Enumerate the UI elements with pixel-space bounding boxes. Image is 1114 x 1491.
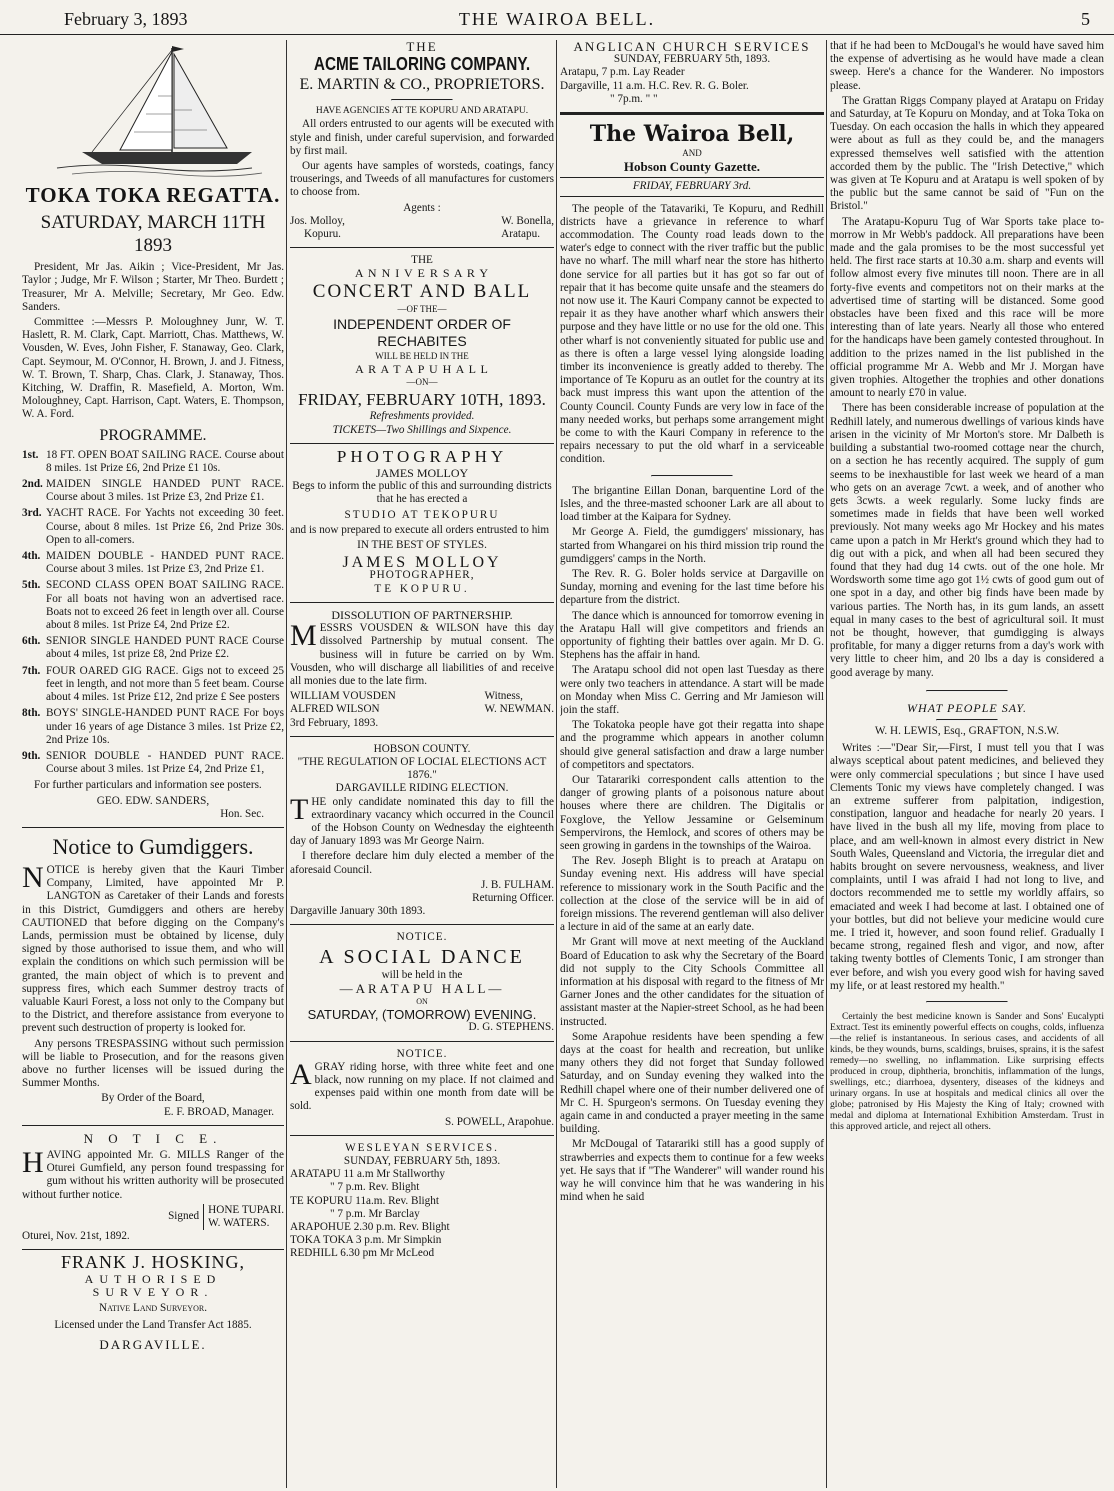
news-paragraph: The Tokatoka people have got their regatta into shape and the programme which appears in another column should give general satisfaction and draw a large number of competitors and spectators. [560,719,824,771]
paper-title: The Wairoa Bell, [589,121,795,148]
programme-text: MAIDEN DOUBLE - HANDED PUNT RACE. Course about 3 miles. 1st Prize £3, 2nd Prize £1. [46,550,284,576]
regatta-committee: Committee :—Messrs P. Moloughney Junr, W. T. Haslett, R. M. Clark, Capt. Marriott, Chas. Matthews, W. Vousden, W. Eves, John Fisher, F. Stanaway, Geo. Clark, Capt. Seymour, M. O'Connor, H. Brown, J. and J. Fitness, W. T. Brown, T. Sharp, Chas. Clark, J. Stanaway, Thos. Kitching, W. Draffin, R. Masefield, A. Morton, Wm. Moloughney, Capt. Harrison, Capt. Waters, E. Thompson, W. A. Ford. [22,316,284,421]
notice-heading: N O T I C E. [83,1130,223,1146]
news-paragraph: The dance which is announced for tomorrow evening in the Aratapu Hall will give competitors and friends an opportunity of fighting their battles over again. Mr D. G. Stephens has the affair in hand. [560,609,824,662]
column-4 [830,40,1104,1488]
drop-cap: T [290,792,309,826]
gumdiggers-by-order: By Order of the Board, [101,1092,205,1105]
drop-cap: H [22,1145,44,1179]
hobson-subheading: DARGAVILLE RIDING ELECTION. [335,782,509,795]
photo-studio: STUDIO AT TEKOPURU [344,508,500,521]
horse-signature: S. POWELL, Arapohue. [444,1115,554,1128]
wesleyan-line: " 7 p.m. Rev. Blight [330,1181,420,1194]
drop-cap: A [290,1057,312,1091]
dissolution-partners [290,690,396,716]
regatta-officers: President, Mr Jas. Aikin ; Vice-President, Mr Jas. Taylor ; Judge, Mr F. Wilson ; Starter, Mr Theo. Burdett ; Treasurer, Mr A. Melville; Secretary, Mr Geo. Edw. Sanders. [22,261,284,313]
news-paragraph: The Aratapu-Kopuru Tug of War Sports take place to-morrow in Mr Webb's paddock. All preparations have been made and the gala promises to be the most successful yet held. The first race starts at 10.30 a.m. sharp and events will follow almost every five minutes till noon. There are in all forty-five events and competitors not on their marks at the advertised time of starting will be distanced. Some good obstacles have been fixed and this race will be more interesting than of late years. Nearly all those who entered for the handicaps have been gamely contested throughout. In addition to the prizes named in the list published in the official programme Mr A. Webb and Mr J. Morgan have given trophies. Altogether the trophies and other donations amount to nearly £70 in value. [830,215,1104,400]
news-paragraph: Our Tatarariki correspondent calls attention to the danger of growing plants of a poisonous nature about houses where there are children. The Digitalis or Foxglove, the Yellow Jessamine or Gelseminum Sempervirons, the Hemlock, and scores of others may be seen growing in gardens in the townships of the Wairoa. [560,773,824,852]
what-people-say-body: Writes :—"Dear Sir,—First, I must tell you that I was always sceptical about patent medicines, and believed they were only commercial speculations ; but since I have used Clements Tonic my views have completely changed. I was an extreme sufferer from palpitation, indigestion, constipation, languor and headache for nearly 20 years. I have lived in the bush all my life, moving from place to place, and am well-known in almost every district in New South Wales, Queensland and Victoria, the irregular diet and habits brought on severe nervousness, weakness, and liver complaints, until I was afraid I had not long to live, and doctors recommended me to settle my worldly affairs, so emaciated and week I had become at last. I obtained one of your bottles, but did not believe your medicine would cure me. I tried it, however, and soon found relief. Gradually I became strong, regained flesh and vigor, and now, after taking twenty bottles of Clements Tonic, I am stronger than ever before, and wish you every good wish for having saved my life, or at least restored my health." [830,742,1104,992]
regatta-date: SATURDAY, MARCH 11TH 1893 [40,212,266,257]
programme-item [22,478,284,504]
social-hall: —ARATAPU HALL— [339,980,505,996]
wesleyan-line: ARAPOHUE 2.30 p.m. Rev. Blight [290,1221,450,1234]
concert-anniversary: A N N I V E R S A R Y [354,266,490,281]
divider [290,1041,554,1042]
hosking-title: AUTHORISED SURVEYOR. [84,1271,222,1299]
divider [560,196,824,197]
hobson-regulation: "THE REGULATION OF LOCIAL ELECTIONS ACT 1876." [297,755,547,782]
wesleyan-line: TE KOPURU 11a.m. Rev. Blight [290,1194,439,1207]
wesleyan-heading: WESLEYAN SERVICES. [345,1141,499,1154]
acme-the: THE [406,40,438,54]
anglican-line: Aratapu, 7 p.m. Lay Reader [560,66,685,79]
programme-text: BOYS' SINGLE-HANDED PUNT RACE For boys under 16 years of age Distance 3 miles. 1st Prize £2, 2nd Prize 10s. [46,707,284,746]
social-dance-title: A SOCIAL DANCE [319,945,525,968]
photo-name: JAMES MOLLOY [375,466,469,481]
programme-item [22,750,284,776]
photo-prepared: and is now prepared to execute all orders entrusted to him [290,523,550,536]
concert-tickets: TICKETS—Two Shillings and Sixpence. [332,423,512,436]
programme-number: 2nd. [22,478,43,491]
signature-tupari: HONE TUPARI. [208,1203,284,1216]
dissolution-sig-vousden: WILLIAM VOUSDEN [290,690,396,703]
news-paragraph: There has been considerable increase of population at the Redhill lately, and numerous dwellings of various kinds have arisen in the vicinity of Mr Morton's store. Mr Dalbeth is building a substantial two-roomed cottage near the church, on a section he has recently acquired. The supply of gum seems to be inexhaustible for last week we heard of a man who gets on an average 7cwt. a week, and of another who gets 3cwts. a week regularly. Some lucky finds are sometimes made in fields that have been well worked previously. Not many weeks ago Mr Hockey and his mates came upon a patch in Mr Herkt's ground which they had to dig out with a pick, and when all had been secured they found that they had dug 14 cwts. out of the one hole. Mr Wordsworth some time ago got 1½ cwts of good gum out of one spot in a day, and other big finds have been made by various parties. The North has, in its gum lands, an assett equal in many cases to the best of agricultural soil. It must not be thought, however, that gumdigging is always profitable, for many a digger returns from a day's work with very little to cheer him, and 20 lbs a day is considered a good average by many. [830,402,1104,679]
column-2 [290,40,554,1488]
acme-agent-molloy-place: Kopuru. [304,228,341,241]
gumdiggers-trespass: Any persons TRESPASSING without such permission will be liable to Prosecution, and for the reasons given above no further licenses will be issued during the Summer Months. [22,1037,284,1090]
divider [290,443,554,444]
regatta-secretary: GEO. EDW. SANDERS, [96,794,210,807]
acme-agents [290,215,554,228]
divider [926,690,1008,692]
programme-text: SENIOR DOUBLE - HANDED PUNT RACE. Course about 3 miles. 1st Prize £4, 2nd Prize £1, [46,749,284,776]
dissolution-sig-wilson: ALFRED WILSON [290,703,380,716]
divider [290,1135,554,1136]
divider [290,247,554,248]
hobson-date: Dargaville January 30th 1893. [290,905,426,918]
programme-text: MAIDEN SINGLE HANDED PUNT RACE. Course about 3 miles. 1st Prize £3, 2nd Prize £1. [46,478,284,504]
programme-number: 4th. [22,550,41,563]
dissolution-date: 3rd February, 1893. [290,716,379,729]
notice-signatures [22,1204,284,1230]
wesleyan-line: REDHILL 6.30 pm Mr McLeod [290,1247,435,1260]
programme-item [22,507,284,547]
hosking-name: FRANK J. HOSKING, [60,1252,246,1273]
issue-date: February 3, 1893 [64,9,188,29]
social-date: SATURDAY, (TOMORROW) EVENING. [307,1007,537,1023]
acme-agent-bonella-place: Aratapu. [501,228,540,241]
news-paragraph: Some Arapohue residents have been spending a few days at the coast for health and recreation, but unlike many others they did not forget that Sunday followed Saturday, and on Sunday evening they walked into the Redhill chapel where one of their number delivered one of Mr C. H. Spurgeon's sermons. On Tuesday evening they again came in and conducted a prayer meeting in the same building. [560,1030,824,1136]
divider [290,736,554,737]
divider [22,1125,284,1126]
news-paragraph: The brigantine Eillan Donan, barquentine Lord of the Isles, and the three-masted schooner Lark are all about to load timber at the Kaipara for Sydney. [560,484,824,524]
programme-text: YACHT RACE. For Yachts not exceeding 30 feet. Course, about 8 miles. 1st Prize £6, 2nd Prize 30s. Open to all-comers. [46,507,284,546]
dissolution-witness: Witness, [484,690,523,703]
concert-the: THE [411,254,433,267]
hobson-heading: HOBSON COUNTY. [373,742,471,755]
divider [651,475,733,477]
news-paragraph: Mr McDougal of Tatarariki still has a good supply of strawberries and expects them to continue for a few weeks yet. He says that if "The Wanderer" will wander round his way he will convince him that he was wandering in his mind when he said [560,1138,824,1204]
dissolution-signatures [290,690,554,716]
masthead [0,0,1114,35]
hosking-subtitle: Native Land Surveyor. [99,1302,207,1315]
concert-on: —ON— [406,377,438,388]
programme-item [22,707,284,747]
photo-role: PHOTOGRAPHER, [369,569,475,582]
regatta-title: TOKA TOKA REGATTA. [25,183,281,208]
programme-item [22,550,284,576]
anglican-line: " 7p.m. " " [610,92,658,105]
acme-title: ACME TAILORING COMPANY. [313,54,531,75]
wesleyan-line: " 7 p.m. Mr Barclay [330,1207,420,1220]
hosking-license: Licensed under the Land Transfer Act 1885. [54,1319,252,1332]
paper-and: AND [682,148,702,159]
programme-number: 1st. [22,448,39,461]
acme-proprietors: E. MARTIN & CO., PROPRIETORS. [299,76,545,94]
divider [22,1249,284,1250]
programme-number: 3rd. [22,507,42,520]
signature-waters: W. WATERS. [208,1217,270,1229]
drop-cap: N [22,860,44,894]
column-1 [22,40,284,1488]
signed-label: Signed [168,1210,200,1223]
acme-agent-molloy: Jos. Molloy, [290,214,345,227]
news-paragraph: The Aratapu school did not open last Tuesday as there were only two teachers in attendance. A start will be made on Monday when Miss C. Gerring and Mr Jamieson will join the staff. [560,664,824,716]
signature-block [203,1204,284,1230]
divider [290,924,554,925]
social-on: ON [416,996,428,1006]
divider [290,602,554,603]
divider [391,99,453,101]
programme-item [22,635,284,661]
divider [560,177,824,178]
programme-item [22,579,284,632]
dissolution-witness-name: W. NEWMAN. [484,703,554,716]
programme-number: 9th. [22,749,41,762]
photo-styles: IN THE BEST OF STYLES. [357,539,487,552]
programme-text: SECOND CLASS OPEN BOAT SAILING RACE. For all boats not having won an advertised race. Boats not to exceed 26 feet in length over all. Course about 8 miles. 1st Prize £4, 2nd Prize £2. [46,579,284,632]
paper-masthead-title: THE WAIROA BELL. [458,9,656,29]
notice-body: AVING appointed Mr. G. MILLS Ranger of the Oturei Gumfield, any person found trespassing for gum without his written authority will be prosecuted without further notice. [22,1148,284,1201]
paper-subtitle: Hobson County Gazette. [623,159,761,175]
photo-place: TE KOPURU. [374,582,470,595]
eucalypti-advertisement: Certainly the best medicine known is Sander and Sons' Eucalypti Extract. Test its eminently powerful effects on coughs, colds, influenza—the relief is instantaneous. In serious cases, and accidents of all kinds, be they wounds, burns, scaldings, bruises, sprains, it is the safest remedy—no swelling, no inflammation. Like surprising effects produced in croup, diphtheria, bronchitis, inflammation of the lungs, swellings, etc.; diarrhoea, dysentery, diseases of the kidneys and urinary organs. In use at hospitals and medical clinics all over the globe; patronised by His Majesty the King of Italy; crowned with medal and diploma at International Exhibition Amsterdam. Trust in this approved article, and reject all others. [830,1011,1104,1133]
programme-list [22,449,284,777]
programme-text: FOUR OARED GIG RACE. Gigs not to exceed 25 feet in length, and not more than 5 feet beam. Course about 4 miles. 1st Prize £12, 2nd prize £ See posters [46,664,284,704]
what-people-say-byline: W. H. LEWIS, Esq., GRAFTON, N.S.W. [874,724,1060,737]
photography-heading: PHOTOGRAPHY [336,446,508,466]
news-paragraph: The people of the Tatavariki, Te Kopuru, and Redhill districts have a grievance in reference to wharf accommodation. The County road leads down to the water's edge to connect with the river traffic but the public have no wharf. The mill wharf near the store has hitherto done service for all parties but it has got so far out of repair that it has become quite unsafe and the steamers do not now use it. The Kauri Company cannot be expected to repair it as they have another wharf which answers their purpose and they have little or no use for the old one. This other wharf is not conveniently situated for public use and as there is often a large vessel lying alongside loading timber its inconvenience is greatly added to thereby. The importance of Te Kopuru as an outlet for the country at its back must impress this want upon the attention of the County Council. County Funds are very low in face of the many needed works, but perhaps some arrangement might be come to with the Kauri Company in reference to the repairs necessary to put the old wharf in a serviceable condition. [560,202,824,466]
acme-agent-bonella: W. Bonella, [501,214,554,227]
news-paragraph: The Rev. Joseph Blight is to preach at Aratapu on Sunday evening next. His address will have special reference to missionary work in the South Pacific and the collection at the close of the service will be in aid of foreign missions. The reverend gentleman will also deliver a lecture in aid of the same at an early date. [560,855,824,934]
regatta-further: For further particulars and information see posters. [34,779,262,792]
horse-notice: NOTICE. [396,1047,448,1060]
acme-agent-places [290,228,554,241]
news-paragraph: Mr Grant will move at next meeting of the Auckland Board of Education to ask why the Secretary of the Board did not supply to the City Schools Committee all information at his disposal with regard to the fitness of Mr Garner Jones and the other candidates for the situation of assistant master at the Napier-street School, as he had been instructed. [560,936,824,1028]
dissolution-witness-block [484,690,554,716]
paper-date: FRIDAY, FEBRUARY 3rd. [632,180,752,193]
programme-number: 5th. [22,579,41,592]
hobson-declaration: I therefore declare him duly elected a member of the aforesaid Council. [290,850,554,876]
acme-paragraph-1: All orders entrusted to our agents will be executed with style and finish, under careful supervision, and forwarded by first mail. [290,118,554,157]
acme-agents-label: Agents : [403,201,441,214]
concert-hall: A R A T A P U H A L L [355,362,489,377]
hobson-signature: J. B. FULHAM. [480,878,554,891]
programme-item [22,665,284,705]
photo-begs: Begs to inform the public of this and surrounding districts that he has erected a [292,480,552,506]
social-notice: NOTICE. [396,931,448,944]
column-rule-2 [556,40,557,1488]
news-paragraph: The Rev. R. G. Boler holds service at Dargaville on Sunday, morning and evening for the last time before his departure from the district. [560,567,824,607]
anglican-line: Dargaville, 11 a.m. H.C. Rev. R. G. Boler. [560,79,749,92]
programme-number: 6th. [22,635,41,648]
horse-body: GRAY riding horse, with three white feet and one black, now running on my place. If not claimed and expenses paid within one month from date will be sold. [290,1060,554,1113]
regatta-secretary-title: Hon. Sec. [220,807,264,820]
photo-name-large: JAMES MOLLOY [342,554,502,572]
divider [936,719,998,721]
news-paragraph: Mr George A. Field, the gumdiggers' missionary, has started from Whangarei on his third mission trip round the gumdiggers' camps in the North. [560,526,824,565]
concert-title: CONCERT AND BALL [312,280,532,302]
gumdiggers-manager: E. F. BROAD, Manager. [163,1105,274,1118]
programme-item [22,449,284,475]
acme-agencies: HAVE AGENCIES AT TE KOPURU AND ARATAPU. [315,106,529,117]
concert-held: WILL BE HELD IN THE [375,350,469,361]
hobson-signature-title: Returning Officer. [472,891,554,904]
sailboat-illustration [22,40,284,180]
page-number: 5 [1081,9,1090,29]
wesleyan-date: SUNDAY, FEBRUARY 5th, 1893. [343,1155,501,1167]
wesleyan-line: ARATAPU 11 a.m Mr Stallworthy [290,1168,445,1181]
programme-number: 7th. [22,664,41,677]
dissolution-body: ESSRS VOUSDEN & WILSON have this day dissolved Partnership by mutual consent. The business will in future be carried on by Wm. Vousden, who will discharge all liabilities of and receive all monies due to the late firm. [290,622,554,687]
divider [560,112,824,115]
wesleyan-line: TOKA TOKA 3 p.m. Mr Simpkin [290,1234,442,1247]
column-3 [560,40,824,1488]
divider [22,827,284,828]
hosking-place: DARGAVILLE. [99,1337,207,1353]
news-paragraph: The Grattan Riggs Company played at Aratapu on Friday and Saturday, at Te Kopuru on Monday, and at Toka Toka on Tuesday. On each occasion the halls in which they appeared were about as full as they could be, and the managers expressed themselves well satisfied with the attention accorded them by the public. The "Irish Detective," which was given at Te Kopuru and at Aratapu is well spoken of by the public but the same cannot be said of "Fun on the Bristol." [830,94,1104,213]
column-rule-1 [286,40,287,1488]
column-rule-3 [826,40,827,1488]
concert-refreshments: Refreshments provided. [369,410,475,423]
programme-heading: PROGRAMME. [99,426,207,444]
concert-of: —OF THE— [397,303,447,314]
gumdiggers-body: OTICE is hereby given that the Kauri Timber Company, Limited, have appointed Mr P. LANGTON as Caretaker of their Lands and forests in this District, Gumdiggers and others are hereby CAUTIONED that before digging on the Company's Lands, permission must be obtained by license, duly signed by those authorised to issue them, and who will explain the conditions on which such permission will be granted, the main object of which is to prevent and suppress fires, which each Summer destroy tracts of valuable Kauri Forest, a loss not only to the Company but to the District, and therefore assistance from everyone to prevent such destruction of property is looked for. [22,863,284,1035]
social-signature: D. G. STEPHENS. [468,1021,554,1034]
anglican-heading: ANGLICAN CHURCH SERVICES [573,40,811,54]
acme-paragraph-2: Our agents have samples of worsteds, coatings, fancy trouserings, and Tweeds of all manufactures for customers to choose from. [290,160,554,199]
notice-date: Oturei, Nov. 21st, 1892. [22,1230,130,1243]
anglican-date: SUNDAY, FEBRUARY 5th, 1893. [613,53,771,66]
concert-order: INDEPENDENT ORDER OF RECHABITES [333,315,511,349]
social-held: will be held in the [381,968,463,981]
programme-number: 8th. [22,707,41,720]
drop-cap: M [290,619,317,653]
news-paragraph: that if he had been to McDougal's he would have saved him the expense of advertising as he would have made a clean sweep. Here's a chance for the Wanderer. No impostors please. [830,40,1104,92]
what-people-say-heading: WHAT PEOPLE SAY. [907,700,1027,715]
divider [926,1001,1008,1003]
hobson-body: HE only candidate nominated this day to fill the extraordinary vacancy which occurred in the Council of the Hobson County on Wednesday the eighteenth day of January 1893 was Mr George Nairn. [290,795,554,848]
dissolution-heading: DISSOLUTION OF PARTNERSHIP. [331,607,513,622]
programme-text: SENIOR SINGLE HANDED PUNT RACE Course about 4 miles, 1st prize £8, 2nd Prize £2. [46,635,284,661]
concert-date: FRIDAY, FEBRUARY 10TH, 1893. [298,390,546,410]
gumdiggers-heading: Notice to Gumdiggers. [52,833,254,859]
programme-text: 18 FT. OPEN BOAT SAILING RACE. Course about 8 miles. 1st Prize £6, 2nd Prize £1 10s. [46,448,284,474]
